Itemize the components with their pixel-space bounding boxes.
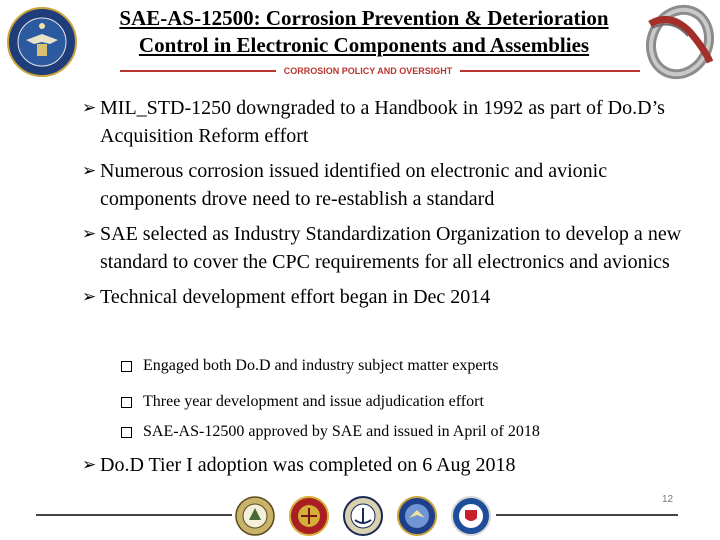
sub-bullet-item: [121, 356, 498, 376]
bullet-item: [82, 283, 706, 311]
arrow-bullet-icon: ➢: [82, 161, 97, 181]
bullet-item: [82, 220, 706, 276]
marines-seal-icon: [289, 496, 329, 536]
coast-guard-seal-icon: [451, 496, 491, 536]
arrow-bullet-icon: ➢: [82, 98, 97, 118]
checkbox-bullet-icon: [121, 397, 132, 408]
checkbox-bullet-icon: [121, 361, 132, 372]
arrow-bullet-icon: ➢: [82, 224, 97, 244]
bullet-text: MIL_STD-1250 downgraded to a Handbook in 1992 as part of Do.D’s Acquisition Reform effort: [100, 97, 665, 147]
footer-line-right: [496, 514, 678, 516]
policy-banner: [120, 64, 640, 78]
bullet-text: Do.D Tier I adoption was completed on 6 Aug 2018: [100, 454, 516, 476]
arrow-bullet-icon: ➢: [82, 455, 97, 475]
footer-line-left: [36, 514, 232, 516]
title-line-1: SAE-AS-12500: Corrosion Prevention & Deterioration: [119, 6, 609, 30]
bullet-text: SAE selected as Industry Standardization Organization to develop a new standard to cover the CPC requirements for all electronics and avionics: [100, 223, 682, 273]
checkbox-bullet-icon: [121, 427, 132, 438]
sub-bullet-item: [121, 392, 484, 412]
banner-text: CORROSION POLICY AND OVERSIGHT: [276, 64, 460, 78]
air-force-seal-icon: [397, 496, 437, 536]
slide-title: [80, 5, 648, 59]
bullet-text: Technical development effort began in Dec 2014: [100, 286, 491, 308]
arrow-bullet-icon: ➢: [82, 287, 97, 307]
sub-bullet-text: Engaged both Do.D and industry subject matter experts: [143, 357, 499, 374]
army-seal-icon: [235, 496, 275, 536]
bullet-text: Numerous corrosion issued identified on electronic and avionic components drove need to re-establish a standard: [100, 160, 608, 210]
corrosion-logo-icon: [640, 2, 718, 80]
sub-bullet-text: SAE-AS-12500 approved by SAE and issued in April of 2018: [143, 423, 540, 440]
page-number: 12: [662, 494, 674, 505]
title-line-2: Control in Electronic Components and Assemblies: [138, 33, 590, 57]
dod-seal-icon: [6, 6, 78, 78]
navy-seal-icon: [343, 496, 383, 536]
sub-bullet-item: [121, 422, 540, 442]
bullet-item: [82, 157, 706, 213]
bullet-item: [82, 94, 706, 150]
bullet-item: [82, 451, 720, 479]
sub-bullet-text: Three year development and issue adjudication effort: [143, 393, 484, 410]
bullet-list: [82, 94, 706, 311]
